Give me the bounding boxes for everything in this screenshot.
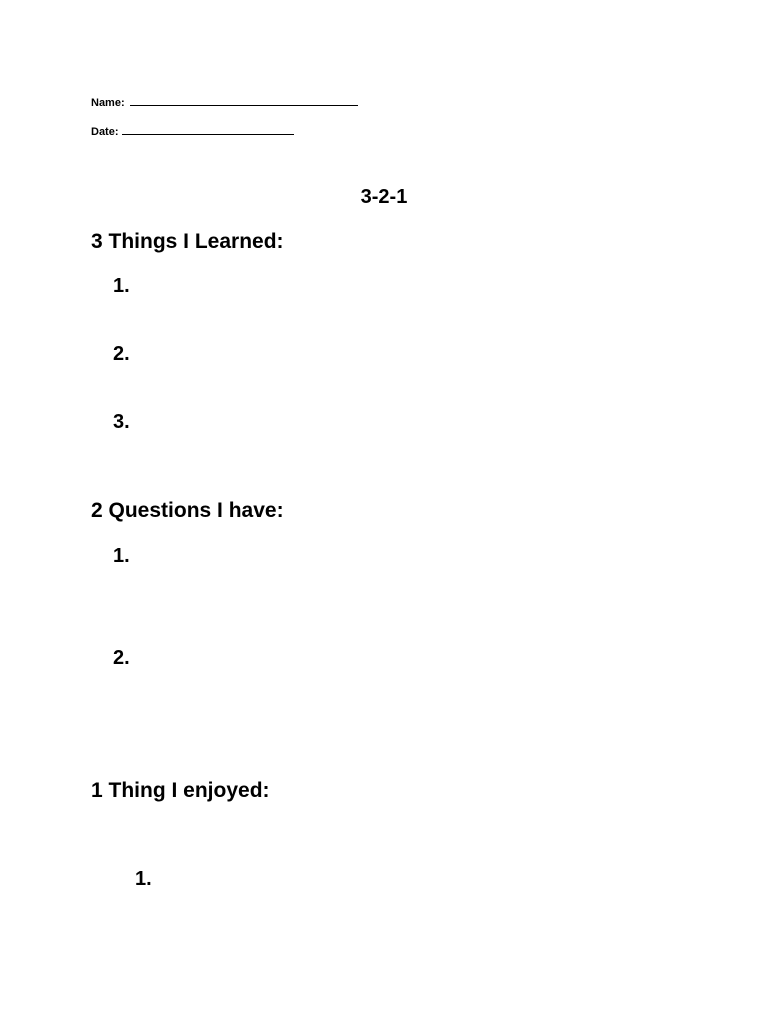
section-heading-enjoyed: 1 Thing I enjoyed: <box>91 779 270 802</box>
section-heading-learned: 3 Things I Learned: <box>91 230 284 253</box>
name-field <box>91 95 358 109</box>
page-title: 3-2-1 <box>360 186 408 208</box>
learned-item-1: 1. <box>113 275 130 297</box>
learned-item-3: 3. <box>113 411 130 433</box>
section-heading-questions: 2 Questions I have: <box>91 499 284 522</box>
date-blank-line[interactable] <box>122 124 294 135</box>
question-item-1: 1. <box>113 545 130 567</box>
date-field <box>91 124 294 138</box>
question-item-2: 2. <box>113 647 130 669</box>
name-label: Name: <box>91 97 125 109</box>
learned-item-2: 2. <box>113 343 130 365</box>
date-label: Date: <box>91 126 119 138</box>
name-blank-line[interactable] <box>130 95 358 106</box>
enjoyed-item-1: 1. <box>135 868 152 890</box>
